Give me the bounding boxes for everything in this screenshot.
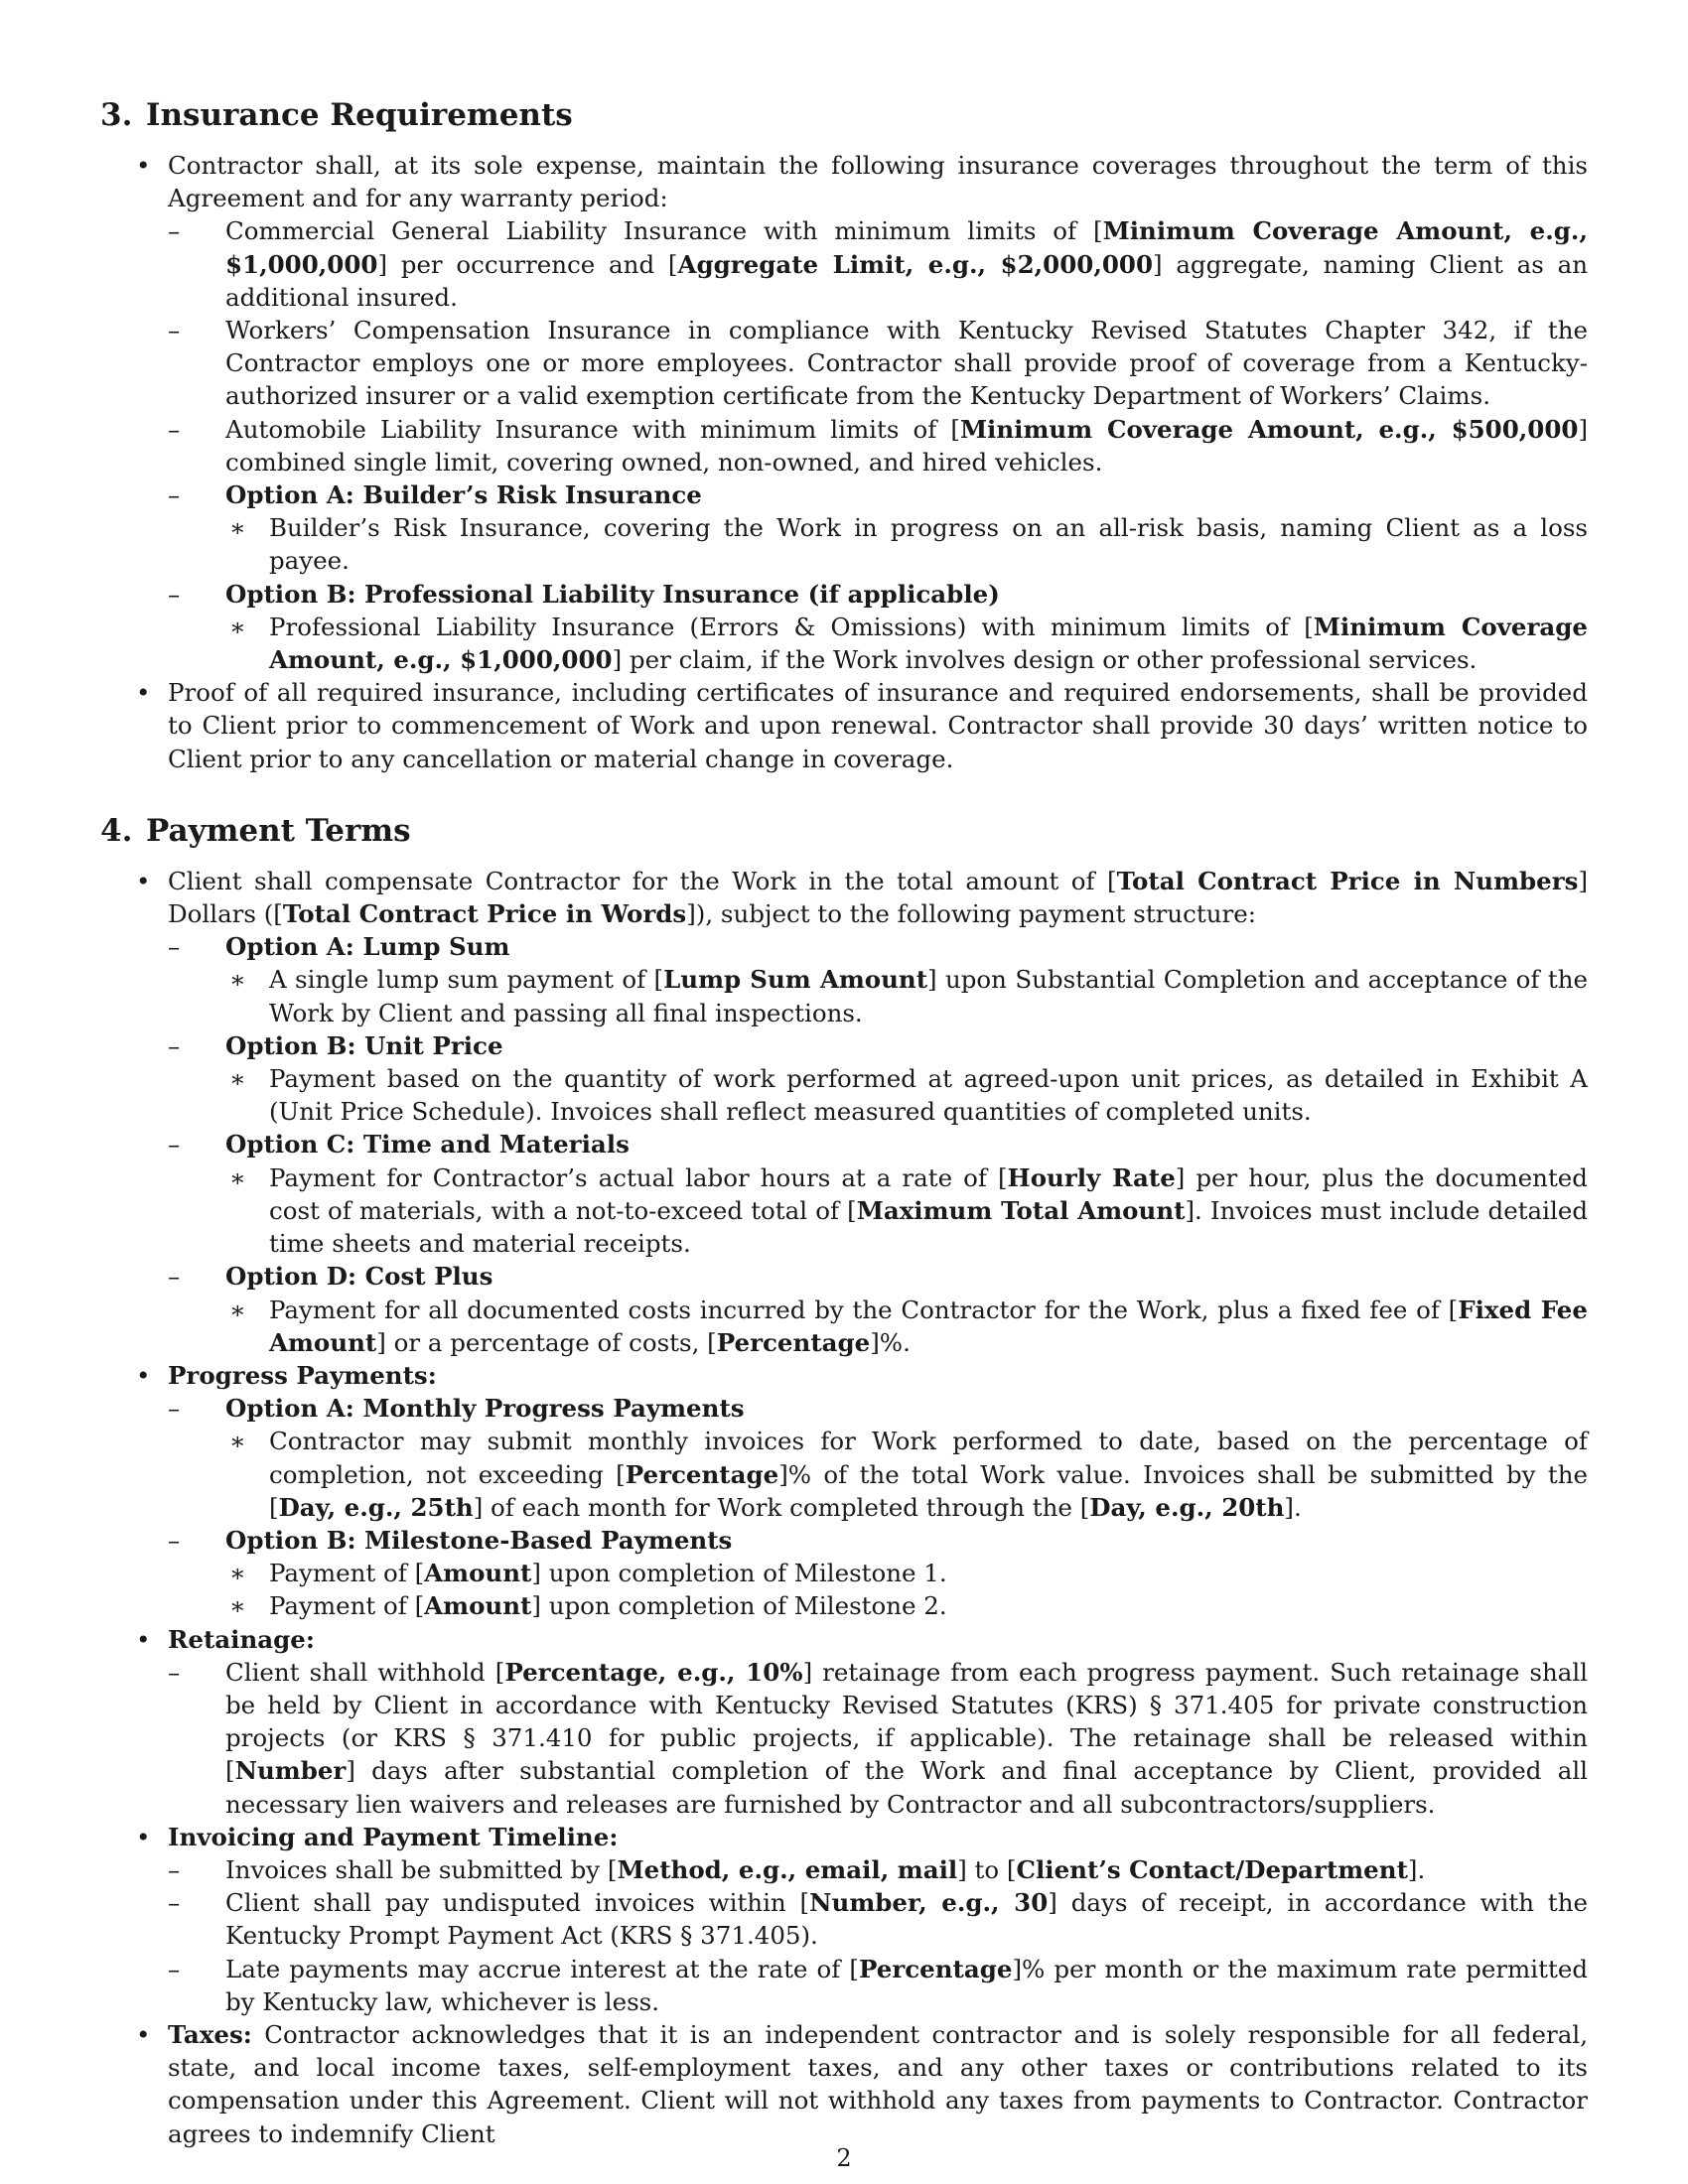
list-item-workers-comp: – Workers’ Compensation Insurance in compliance with Kentucky Revised Statutes Chapter 342, if the Contractor employs one or more employees. Contractor shall provide proof of coverage from a Kentucky-authorized insurer or a valid exemption certificate from the Kentucky Department of Workers’ Claims. xyxy=(168,316,1588,411)
list-item-option-a: – Option A: Builder’s Risk Insurance ∗ Builder’s Risk Insurance, covering the Work in progress on an all-risk basis, naming Client as a loss payee. xyxy=(168,478,1588,578)
asterisk-icon: ∗ xyxy=(229,1427,246,1456)
asterisk-icon: ∗ xyxy=(229,1591,246,1621)
asterisk-icon: ∗ xyxy=(229,1064,246,1094)
dash-icon: – xyxy=(168,216,181,246)
asterisk-icon: ∗ xyxy=(229,612,246,641)
list-item: ∗ Builder’s Risk Insurance, covering the Work in progress on an all-risk basis, naming Client as a loss payee. xyxy=(229,513,1588,576)
list-item-auto: – Automobile Liability Insurance with minimum limits of [Minimum Coverage Amount, e.g., $500,000] combined single limit, covering owned, non-owned, and hired vehicles. xyxy=(168,414,1588,477)
bullet-icon: • xyxy=(136,2019,151,2049)
bullet-icon: • xyxy=(136,1360,151,1390)
bullet-icon: • xyxy=(136,151,151,180)
dash-icon: – xyxy=(168,480,181,510)
list-item-lump-sum: – Option A: Lump Sum ∗ A single lump sum payment of [Lump Sum Amount] upon Substantial Completion and acceptance of the Work by Client and passing all final inspections. xyxy=(168,930,1588,1029)
list-item-progress-payments: • Progress Payments: – Option A: Monthly Progress Payments ∗ Contractor may submit monthly invoices for Work performed to date, based on the percentage of completion, not exceeding [Percentage]% of the total Work value. Invoices shall be submitted by the [Day, e.g., 25th] of each month for Work completed through the [Day, e.g., 20th]. – Option B: Milestone-Based Payments ∗ Payment of [Amount] upon completion of Milestone 1. ∗ Payment of [Amount] upon completion of Milestone 2. xyxy=(100,1359,1588,1623)
dash-icon: – xyxy=(168,1657,181,1687)
list-item-invoicing: • Invoicing and Payment Timeline: – Invoices shall be submitted by [Method, e.g., email, mail] to [Client’s Contact/Department]. – Client shall pay undisputed invoices within [Number, e.g., 30] days of receipt, in accordance with the Kentucky Prompt Payment Act (KRS § 371.405). – Late payments may accrue interest at the rate of [Percentage]% per month or the maximum rate permitted by Kentucky law, whichever is less. xyxy=(100,1821,1588,2018)
bullet-icon: • xyxy=(136,678,151,708)
dash-icon: – xyxy=(168,1888,181,1918)
list-item-proof: • Proof of all required insurance, including certificates of insurance and required endorsements, shall be provided to Client prior to commencement of Work and upon renewal. Contractor shall provide 30 days’ written notice to Client prior to any cancellation or material change in coverage. xyxy=(136,678,1588,773)
list-item-monthly: – Option A: Monthly Progress Payments ∗ Contractor may submit monthly invoices for Work performed to date, based on the percentage of completion, not exceeding [Percentage]% of the total Work value. Invoices shall be submitted by the [Day, e.g., 25th] of each month for Work completed through the [Day, e.g., 20th]. xyxy=(168,1392,1588,1524)
dash-icon: – xyxy=(168,932,181,962)
dash-icon: – xyxy=(168,1525,181,1555)
list-item-cgl: – Commercial General Liability Insurance with minimum limits of [Minimum Coverage Amount, e.g., $1,000,000] per occurrence and [Aggregate Limit, e.g., $2,000,000] aggregate, naming Client as an additional insured. xyxy=(168,216,1588,312)
asterisk-icon: ∗ xyxy=(229,1559,246,1588)
list-item: • Contractor shall, at its sole expense, maintain the following insurance coverages throughout the term of this Agreement and for any warranty period: – Commercial General Liability Insurance with minimum limits of [Minimum Coverage Amount, e.g., $1,000,000] per occurrence and [Aggregate Limit, e.g., $2,000,000] aggregate, naming Client as an additional insured. – Workers’ Compensation Insurance in compliance with Kentucky Revised Statutes Chapter 342, if the Contractor employs one or more employees. Contractor shall provide proof of coverage from a Kentucky-authorized insurer or a valid exemption certificate from the Kentucky Department of Workers’ Claims. – Automobile Liability Insurance with minimum limits of [Minimum Coverage Amount, e.g., $500,000] combined single limit, covering owned, non-owned, and hired vehicles. – Option A: Builder’s Risk Insurance ∗ Builder’s Risk Insurance, covering the Work in progress on an all-risk basis, naming Client as a loss payee. – Option B: Professional Liability Insurance (if applicable) ∗ Professional Liability Insurance (Errors & Omissions) with minimum limits of [Minimum Coverage Amount, e.g., $1,000,000] per claim, if the Work involves design or other professional services. xyxy=(100,149,1588,676)
asterisk-icon: ∗ xyxy=(229,1295,246,1324)
asterisk-icon: ∗ xyxy=(229,965,246,995)
section-heading-payment: 4. Payment Terms xyxy=(100,812,411,849)
list-item: ∗ Payment of [Amount] upon completion of Milestone 2. xyxy=(225,1589,1588,1622)
payment-list xyxy=(100,865,1588,2150)
list-item-cost-plus: – Option D: Cost Plus ∗ Payment for all documented costs incurred by the Contractor for the Work, plus a fixed fee of [Fixed Fee Amount] or a percentage of costs, [Percentage]%. xyxy=(168,1260,1588,1359)
document-page xyxy=(100,95,1588,2150)
list-item: ∗ Payment of [Amount] upon completion of Milestone 1. xyxy=(225,1557,1588,1589)
dash-icon: – xyxy=(168,1954,181,1983)
bullet-icon: • xyxy=(136,866,151,895)
list-item: – Client shall withhold [Percentage, e.g., 10%] retainage from each progress payment. Such retainage shall be held by Client in accordance with Kentucky Revised Statutes (KRS) § 371.405 for private construction projects (or KRS § 371.410 for public projects, if applicable). The retainage shall be released within [Number] days after substantial completion of the Work and final acceptance by Client, provided all necessary lien waivers and releases are furnished by Contractor and all subcontractors/suppliers. xyxy=(168,1657,1589,1819)
list-item: – Invoices shall be submitted by [Method, e.g., email, mail] to [Client’s Contact/Department]. xyxy=(168,1853,1588,1886)
list-item-taxes: • Taxes: Contractor acknowledges that it is an independent contractor and is solely responsible for all federal, state, and local income taxes, self-employment taxes, and any other taxes or contributions related to its compensation under this Agreement. Client will not withhold any taxes from payments to Contractor. Contractor agrees to indemnify Client xyxy=(136,2019,1588,2148)
list-item: ∗ Contractor may submit monthly invoices for Work performed to date, based on the percentage of completion, not exceeding [Percentage]% of the total Work value. Invoices shall be submitted by the [Day, e.g., 25th] of each month for Work completed through the [Day, e.g., 20th]. xyxy=(229,1427,1588,1522)
insurance-list xyxy=(100,149,1588,775)
section-heading-insurance: 3. Insurance Requirements xyxy=(100,97,573,133)
list-item-retainage: • Retainage: – Client shall withhold [Percentage, e.g., 10%] retainage from each progress payment. Such retainage shall be held by Client in accordance with Kentucky Revised Statutes (KRS) § 371.405 for private construction projects (or KRS § 371.410 for public projects, if applicable). The retainage shall be released within [Number] days after substantial completion of the Work and final acceptance by Client, provided all necessary lien waivers and releases are furnished by Contractor and all subcontractors/suppliers. xyxy=(100,1623,1588,1821)
list-item-option-b: – Option B: Professional Liability Insurance (if applicable) ∗ Professional Liability Insurance (Errors & Omissions) with minimum limits of [Minimum Coverage Amount, e.g., $1,000,000] per claim, if the Work involves design or other professional services. xyxy=(168,578,1588,677)
page-number: 2 xyxy=(836,2144,852,2172)
list-item-time-materials: – Option C: Time and Materials ∗ Payment for Contractor’s actual labor hours at a rate of [Hourly Rate] per hour, plus the documented cost of materials, with a not-to-exceed total of [Maximum Total Amount]. Invoices must include detailed time sheets and material receipts. xyxy=(168,1128,1588,1260)
list-item: ∗ Professional Liability Insurance (Errors & Omissions) with minimum limits of [Minimum Coverage Amount, e.g., $1,000,000] per claim, if the Work involves design or other professional services. xyxy=(229,612,1588,675)
list-item: – Late payments may accrue interest at the rate of [Percentage]% per month or the maximum rate permitted by Kentucky law, whichever is less. xyxy=(168,1954,1588,2016)
dash-icon: – xyxy=(168,1030,181,1060)
dash-icon: – xyxy=(168,1394,181,1424)
list-item: ∗ A single lump sum payment of [Lump Sum Amount] upon Substantial Completion and acceptance of the Work by Client and passing all final inspections. xyxy=(229,965,1588,1027)
bullet-icon: • xyxy=(136,1822,151,1851)
bullet-icon: • xyxy=(136,1624,151,1654)
dash-icon: – xyxy=(168,1854,181,1884)
list-item-milestone: – Option B: Milestone-Based Payments ∗ Payment of [Amount] upon completion of Milestone 1. ∗ Payment of [Amount] upon completion of Milestone 2. xyxy=(168,1524,1588,1623)
dash-icon: – xyxy=(168,316,181,345)
dash-icon: – xyxy=(168,579,181,609)
list-item-compensation: • Client shall compensate Contractor for the Work in the total amount of [Total Contract Price in Numbers] Dollars ([Total Contract Price in Words]), subject to the following payment structure: – Option A: Lump Sum ∗ A single lump sum payment of [Lump Sum Amount] upon Substantial Completion and acceptance of the Work by Client and passing all final inspections. – Option B: Unit Price ∗ Payment based on the quantity of work performed at agreed-upon unit prices, as detailed in Exhibit A (Unit Price Schedule). Invoices shall reflect measured quantities of completed units. – Option C: Time and Materials ∗ Payment for Contractor’s actual labor hours at a rate of [Hourly Rate] per hour, plus the documented cost of materials, with a not-to-exceed total of [Maximum Total Amount]. Invoices must include detailed time sheets and material receipts. – Option D: Cost Plus ∗ Payment for all documented costs incurred by the Contractor for the Work, plus a fixed fee of [Fixed Fee Amount] or a percentage of costs, [Percentage]%. xyxy=(100,865,1588,1359)
list-item: – Client shall pay undisputed invoices within [Number, e.g., 30] days of receipt, in accordance with the Kentucky Prompt Payment Act (KRS § 371.405). xyxy=(168,1888,1589,1951)
dash-icon: – xyxy=(168,1130,181,1160)
list-item: ∗ Payment for all documented costs incurred by the Contractor for the Work, plus a fixed fee of [Fixed Fee Amount] or a percentage of costs, [Percentage]%. xyxy=(229,1295,1588,1357)
list-item: ∗ Payment for Contractor’s actual labor hours at a rate of [Hourly Rate] per hour, plus the documented cost of materials, with a not-to-exceed total of [Maximum Total Amount]. Invoices must include detailed time sheets and material receipts. xyxy=(229,1162,1588,1259)
list-item: ∗ Payment based on the quantity of work performed at agreed-upon unit prices, as detailed in Exhibit A (Unit Price Schedule). Invoices shall reflect measured quantities of completed units. xyxy=(229,1064,1588,1127)
asterisk-icon: ∗ xyxy=(229,513,246,543)
list-item-unit-price: – Option B: Unit Price ∗ Payment based on the quantity of work performed at agreed-upon unit prices, as detailed in Exhibit A (Unit Price Schedule). Invoices shall reflect measured quantities of completed units. xyxy=(168,1029,1588,1129)
dash-icon: – xyxy=(168,1262,181,1292)
dash-icon: – xyxy=(168,414,181,444)
asterisk-icon: ∗ xyxy=(229,1162,246,1192)
